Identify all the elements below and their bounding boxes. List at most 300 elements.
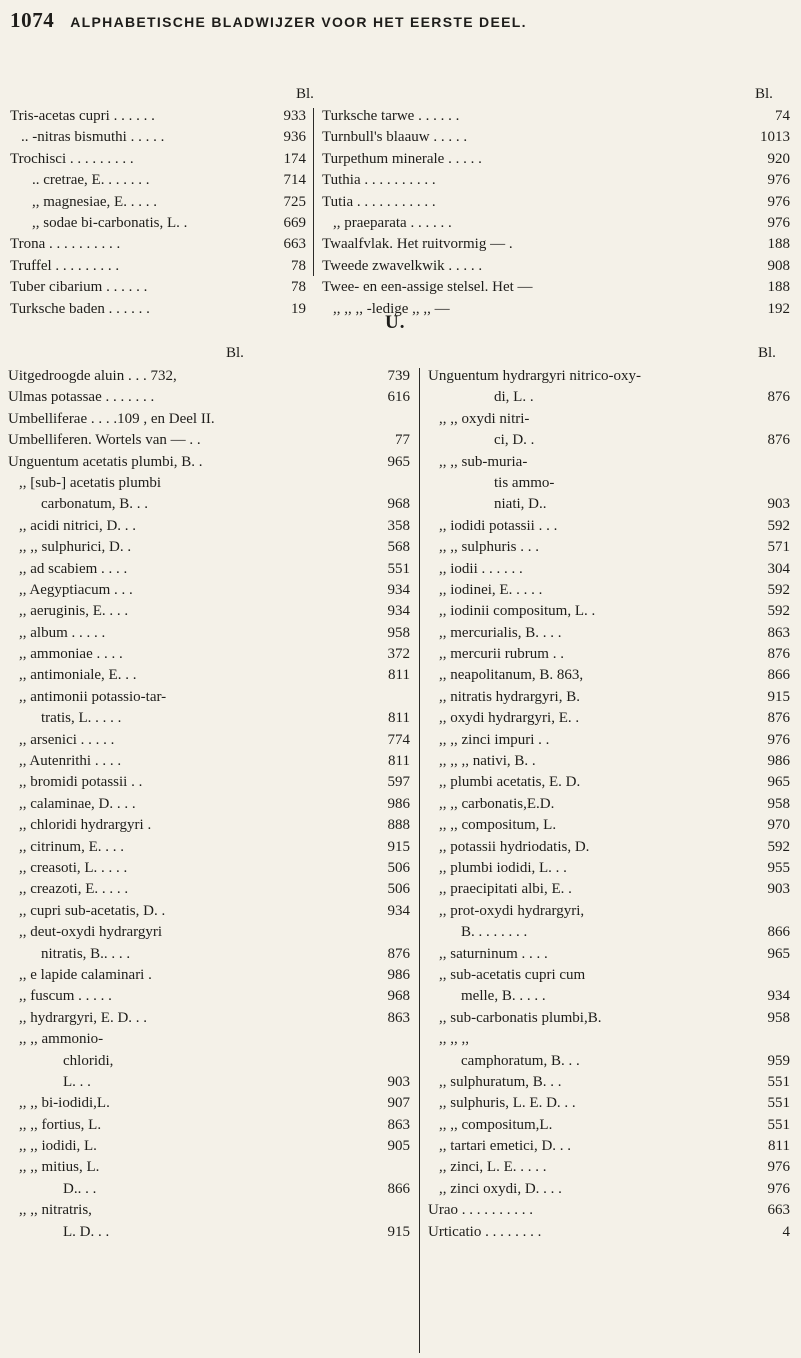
index-entry-text: Turpethum minerale . . . . . <box>322 150 482 167</box>
index-entry-page: 78 <box>291 279 306 296</box>
index-entry-page: 1013 <box>760 129 790 146</box>
index-entry-text: ,, ammoniae . . . . <box>19 646 123 663</box>
index-entry <box>428 430 790 451</box>
index-entry <box>428 559 790 580</box>
index-entry <box>8 901 410 922</box>
index-entry <box>428 473 790 494</box>
index-entry <box>428 708 790 729</box>
index-entry-text: ,, deut-oxydi hydrargyri <box>19 924 163 941</box>
index-entry-page: 866 <box>767 667 790 684</box>
index-entry-page: 876 <box>767 646 790 663</box>
index-entry-page: 905 <box>387 1138 410 1155</box>
index-entry <box>8 751 410 772</box>
index-entry-page: 986 <box>387 966 410 983</box>
index-entry-text: Tutia . . . . . . . . . . . <box>322 193 436 210</box>
index-entry-page: 933 <box>283 108 306 124</box>
index-entry <box>8 794 410 815</box>
index-entry-text: ,, ,, sulphurici, D. . <box>19 539 132 556</box>
index-entry-page: 908 <box>767 257 790 274</box>
index-entry-page: 915 <box>387 838 410 855</box>
index-entry <box>428 516 790 537</box>
index-entry-text: ,, ,, sub-muria- <box>439 453 528 470</box>
index-entry-text: Umbelliferen. Wortels van — . . <box>8 432 201 449</box>
index-entry <box>428 1115 790 1136</box>
index-entry-page: 592 <box>767 838 790 855</box>
index-entry-text: ,, aeruginis, E. . . . <box>19 603 129 620</box>
index-entry <box>10 127 306 148</box>
index-entry-page: 936 <box>283 129 306 146</box>
index-entry <box>8 1093 410 1114</box>
index-entry-text: ,, ,, zinci impuri . . <box>439 731 550 748</box>
index-entry-page: 965 <box>767 945 790 962</box>
index-entry-page: 592 <box>767 603 790 620</box>
index-entry-page: 616 <box>387 389 410 406</box>
index-entry <box>8 516 410 537</box>
index-entry <box>428 944 790 965</box>
index-entry <box>10 234 306 255</box>
index-entry <box>8 430 410 451</box>
index-entry-text: ,, calaminae, D. . . . <box>19 795 136 812</box>
index-entry-text: ,, ad scabiem . . . . <box>19 560 128 577</box>
index-entry-text: ,, mercurialis, B. . . . <box>439 624 562 641</box>
index-entry-page: 78 <box>291 257 306 274</box>
index-entry-text: ,, zinci oxydi, D. . . . <box>439 1180 562 1197</box>
index-entry-text: L. . . <box>63 1073 91 1090</box>
index-entry-text: niati, D.. <box>494 496 547 513</box>
index-entry-text: ,, ,, oxydi nitri- <box>439 410 530 427</box>
index-entry <box>8 494 410 515</box>
index-entry-text: B. . . . . . . . <box>461 924 528 941</box>
index-entry <box>428 452 790 473</box>
index-entry-text: ,, praecipitati albi, E. . <box>439 881 572 898</box>
index-entry <box>428 1179 790 1200</box>
index-entry-text: ,, sulphuris, L. E. D. . . <box>439 1095 576 1112</box>
index-entry <box>322 192 790 213</box>
index-entry-text: ,, sulphuratum, B. . . <box>439 1073 562 1090</box>
index-entry-page: 907 <box>387 1095 410 1112</box>
index-entry-page: 863 <box>767 624 790 641</box>
index-entry-text: ,, iodinei, E. . . . . <box>439 581 543 598</box>
index-entry-text: ,, praeparata . . . . . . <box>333 214 452 231</box>
index-entry <box>8 473 410 494</box>
index-entry <box>428 644 790 665</box>
index-entry <box>8 708 410 729</box>
index-entry-page: 903 <box>767 496 790 513</box>
index-entry-text: Turksche baden . . . . . . <box>10 300 150 317</box>
index-entry <box>428 1136 790 1157</box>
index-entry-page: 551 <box>387 560 410 577</box>
index-entry <box>8 644 410 665</box>
index-entry-text: ,, antimoniale, E. . . <box>19 667 137 684</box>
index-entry-text: carbonatum, B. . . <box>41 496 149 513</box>
index-entry-page: 934 <box>387 581 410 598</box>
bl-label-top-left: Bl. <box>296 86 314 102</box>
index-entry <box>428 965 790 986</box>
index-entry-page: 19 <box>291 300 306 317</box>
index-entry-page: 774 <box>387 731 410 748</box>
index-entry <box>428 1051 790 1072</box>
index-entry-text: ,, sodae bi-carbonatis, L. . <box>32 214 188 231</box>
index-entry-page: 811 <box>388 753 410 770</box>
index-entry-text: tis ammo- <box>494 474 555 491</box>
index-entry-page: 965 <box>387 453 410 470</box>
index-entry-text: nitratis, B.. . . . <box>41 945 131 962</box>
index-entry <box>10 277 306 298</box>
index-entry-page: 915 <box>387 1223 410 1240</box>
index-entry <box>8 879 410 900</box>
index-entry <box>8 922 410 943</box>
index-entry-page: 959 <box>767 1052 790 1069</box>
index-entry-text: ,, plumbi iodidi, L. . . <box>439 859 567 876</box>
index-entry <box>428 1093 790 1114</box>
index-entry-page: 592 <box>767 517 790 534</box>
index-entry-page: 976 <box>767 731 790 748</box>
index-entry-text: L. D. . . <box>63 1223 110 1240</box>
index-entry-text: ,, acidi nitrici, D. . . <box>19 517 137 534</box>
index-entry-text: ,, hydrargyri, E. D. . . <box>19 1009 148 1026</box>
index-entry-page: 968 <box>387 496 410 513</box>
index-entry-page: 188 <box>767 236 790 253</box>
index-entry-page: 304 <box>767 560 790 577</box>
page-header <box>10 8 790 33</box>
index-entry <box>8 537 410 558</box>
index-entry <box>10 192 306 213</box>
index-entry <box>428 1008 790 1029</box>
index-entry-text: ,, antimonii potassio-tar- <box>19 688 167 705</box>
index-entry <box>8 1179 410 1200</box>
index-entry-page: 958 <box>767 795 790 812</box>
index-entry-text: ,, iodii . . . . . . <box>439 560 523 577</box>
index-entry-text: Turksche tarwe . . . . . . <box>322 108 460 124</box>
index-entry-page: 976 <box>767 172 790 189</box>
index-entry-text: ,, fuscum . . . . . <box>19 988 112 1005</box>
index-entry-text: camphoratum, B. . . <box>461 1052 580 1069</box>
index-entry-page: 669 <box>283 214 306 231</box>
index-entry-text: tratis, L. . . . . <box>41 710 122 727</box>
index-entry <box>322 277 790 298</box>
index-entry <box>8 1136 410 1157</box>
index-entry <box>8 1222 410 1243</box>
index-entry-page: 876 <box>767 432 790 449</box>
index-entry-text: ,, prot-oxydi hydrargyri, <box>439 902 585 919</box>
bl-label-bottom-left: Bl. <box>226 345 244 361</box>
index-entry-page: 976 <box>767 214 790 231</box>
index-entry-page: 903 <box>767 881 790 898</box>
index-entry-page: 551 <box>767 1095 790 1112</box>
index-entry <box>8 815 410 836</box>
index-entry <box>428 665 790 686</box>
index-entry <box>428 1200 790 1221</box>
index-entry <box>428 601 790 622</box>
index-entry-text: ci, D. . <box>494 432 535 449</box>
index-entry-page: 592 <box>767 581 790 598</box>
index-entry-page: 663 <box>283 236 306 253</box>
index-entry-page: 811 <box>388 667 410 684</box>
index-entry-text: ,, creazoti, E. . . . . <box>19 881 129 898</box>
index-entry-text: ,, ,, ,, -ledige ,, ,, — <box>333 300 450 317</box>
index-entry <box>10 256 306 277</box>
index-entry-page: 958 <box>767 1009 790 1026</box>
index-entry <box>8 665 410 686</box>
index-entry-text: Urticatio . . . . . . . . <box>428 1223 542 1240</box>
index-entry-page: 934 <box>387 603 410 620</box>
index-entry-text: di, L. . <box>494 389 534 406</box>
index-entry <box>428 387 790 408</box>
index-entry <box>428 794 790 815</box>
index-column-bottom-left <box>8 366 410 1243</box>
index-entry <box>428 1072 790 1093</box>
index-entry-page: 970 <box>767 817 790 834</box>
index-entry-text: ,, creasoti, L. . . . . <box>19 859 128 876</box>
index-entry-text: ,, iodinii compositum, L. . <box>439 603 596 620</box>
index-entry-text: ,, magnesiae, E. . . . . <box>32 193 157 210</box>
index-entry-text: ,, nitratis hydrargyri, B. <box>439 688 580 705</box>
index-entry-text: Tweede zwavelkwik . . . . . <box>322 257 483 274</box>
bl-label-bottom-right: Bl. <box>758 345 776 361</box>
index-entry-text: ,, ,, compositum, L. <box>439 817 557 834</box>
index-entry <box>428 858 790 879</box>
index-entry <box>428 901 790 922</box>
index-entry-text: ,, sub-acetatis cupri cum <box>439 966 586 983</box>
index-entry-text: Unguentum hydrargyri nitrico-oxy- <box>428 368 642 384</box>
index-entry-page: 863 <box>387 1116 410 1133</box>
index-entry-page: 876 <box>387 945 410 962</box>
index-entry <box>10 213 306 234</box>
index-entry-text: ,, ,, mitius, L. <box>19 1159 100 1176</box>
index-entry-text: ,, oxydi hydrargyri, E. . <box>439 710 580 727</box>
index-entry <box>8 858 410 879</box>
index-entry <box>8 986 410 1007</box>
index-entry-text: Twee- en een-assige stelsel. Het — <box>322 279 533 296</box>
index-entry-page: 663 <box>767 1202 790 1219</box>
index-entry <box>322 149 790 170</box>
index-entry <box>10 106 306 127</box>
index-entry-text: ,, iodidi potassii . . . <box>439 517 558 534</box>
index-entry <box>322 106 790 127</box>
index-entry <box>428 879 790 900</box>
index-entry-page: 986 <box>767 753 790 770</box>
index-entry <box>8 623 410 644</box>
index-entry-page: 811 <box>768 1138 790 1155</box>
index-entry <box>428 986 790 1007</box>
index-entry <box>8 601 410 622</box>
index-entry-page: 958 <box>387 624 410 641</box>
index-entry-page: 725 <box>283 193 306 210</box>
index-entry-text: ,, citrinum, E. . . . <box>19 838 124 855</box>
index-entry-text: Urao . . . . . . . . . . <box>428 1202 533 1219</box>
index-entry <box>428 815 790 836</box>
index-entry <box>8 409 410 430</box>
index-entry-text: ,, Autenrithi . . . . <box>19 753 122 770</box>
index-entry-page: 811 <box>388 710 410 727</box>
index-entry-text: ,, e lapide calaminari . <box>19 966 152 983</box>
index-entry-page: 863 <box>387 1009 410 1026</box>
index-entry-text: Tuthia . . . . . . . . . . <box>322 172 436 189</box>
index-entry <box>322 234 790 255</box>
index-entry-text: Uitgedroogde aluin . . . 732, <box>8 368 177 384</box>
section-letter: U. <box>385 312 406 333</box>
index-entry-page: 739 <box>387 368 410 384</box>
index-entry-text: .. cretrae, E. . . . . . . <box>32 172 150 189</box>
index-entry-page: 976 <box>767 1180 790 1197</box>
index-entry <box>8 965 410 986</box>
index-entry-text: Turnbull's blaauw . . . . . <box>322 129 468 146</box>
index-entry-text: Umbelliferae . . . .109 , en Deel II. <box>8 410 215 427</box>
index-entry <box>428 580 790 601</box>
index-entry-text: ,, saturninum . . . . <box>439 945 548 962</box>
index-entry <box>428 730 790 751</box>
index-entry-page: 551 <box>767 1073 790 1090</box>
index-entry-text: Trona . . . . . . . . . . <box>10 236 121 253</box>
index-entry <box>8 1072 410 1093</box>
index-entry <box>8 1200 410 1221</box>
index-entry <box>10 149 306 170</box>
index-entry-page: 934 <box>767 988 790 1005</box>
index-entry-page: 714 <box>283 172 306 189</box>
index-entry <box>10 170 306 191</box>
index-entry <box>428 1157 790 1178</box>
index-entry-text: ,, potassii hydriodatis, D. <box>439 838 590 855</box>
index-entry <box>10 299 306 320</box>
index-entry <box>8 837 410 858</box>
index-entry-page: 192 <box>767 300 790 317</box>
index-entry-page: 965 <box>767 774 790 791</box>
index-entry-page: 955 <box>767 859 790 876</box>
index-entry <box>428 1222 790 1243</box>
index-column-top-left <box>10 106 306 320</box>
index-entry-text: ,, [sub-] acetatis plumbi <box>19 474 162 491</box>
index-entry-text: ,, ,, bi-iodidi,L. <box>19 1095 110 1112</box>
index-entry-page: 903 <box>387 1073 410 1090</box>
index-entry <box>428 922 790 943</box>
index-entry-text: ,, ,, ,, nativi, B. . <box>439 753 536 770</box>
index-entry <box>8 387 410 408</box>
index-entry-text: Twaalfvlak. Het ruitvormig — . <box>322 236 513 253</box>
index-entry <box>428 751 790 772</box>
index-entry <box>8 730 410 751</box>
page-number: 1074 <box>10 8 55 32</box>
index-entry <box>8 1008 410 1029</box>
index-entry-text: ,, ,, sulphuris . . . <box>439 539 540 556</box>
index-entry-page: 866 <box>767 924 790 941</box>
index-entry-page: 920 <box>767 150 790 167</box>
index-entry-text: ,, chloridi hydrargyri . <box>19 817 152 834</box>
top-column-divider <box>313 108 314 276</box>
index-entry <box>322 170 790 191</box>
index-entry <box>428 409 790 430</box>
index-entry-text: ,, sub-carbonatis plumbi,B. <box>439 1009 602 1026</box>
index-entry-text: Ulmas potassae . . . . . . . <box>8 389 155 406</box>
index-entry-page: 372 <box>387 646 410 663</box>
index-entry <box>322 127 790 148</box>
index-entry-page: 568 <box>387 539 410 556</box>
index-entry <box>8 559 410 580</box>
index-entry-text: D.. . . <box>63 1180 97 1197</box>
index-entry-text: melle, B. . . . . <box>461 988 546 1005</box>
index-entry-text: ,, album . . . . . <box>19 624 106 641</box>
index-entry <box>428 772 790 793</box>
index-entry-page: 174 <box>283 150 306 167</box>
index-entry-page: 597 <box>387 774 410 791</box>
bl-label-top-right: Bl. <box>755 86 773 102</box>
index-column-bottom-right <box>428 366 790 1243</box>
index-entry-text: ,, Aegyptiacum . . . <box>19 581 133 598</box>
index-entry <box>322 256 790 277</box>
index-entry-page: 968 <box>387 988 410 1005</box>
index-entry-text: ,, cupri sub-acetatis, D. . <box>19 902 166 919</box>
index-entry-text: ,, ,, iodidi, L. <box>19 1138 97 1155</box>
index-entry-page: 976 <box>767 193 790 210</box>
index-entry-text: ,, bromidi potassii . . <box>19 774 143 791</box>
index-entry-page: 77 <box>395 432 410 449</box>
index-entry-text: ,, neapolitanum, B. 863, <box>439 667 584 684</box>
index-entry-page: 876 <box>767 389 790 406</box>
index-entry <box>428 366 790 387</box>
index-entry-text: ,, ,, ,, <box>439 1031 469 1048</box>
index-entry-page: 358 <box>387 517 410 534</box>
index-column-top-right <box>322 106 790 320</box>
index-entry-page: 976 <box>767 1159 790 1176</box>
index-entry-page: 888 <box>387 817 410 834</box>
index-entry <box>8 366 410 387</box>
index-entry-page: 74 <box>775 108 790 124</box>
index-entry-text: Unguentum acetatis plumbi, B. . <box>8 453 203 470</box>
index-entry-text: Tuber cibarium . . . . . . <box>10 279 148 296</box>
index-entry-page: 986 <box>387 795 410 812</box>
index-entry <box>428 623 790 644</box>
index-entry <box>8 1115 410 1136</box>
index-entry-page: 571 <box>767 539 790 556</box>
index-entry-text: ,, ,, carbonatis,E.D. <box>439 795 555 812</box>
index-entry <box>8 944 410 965</box>
index-entry-text: ,, ,, compositum,L. <box>439 1116 553 1133</box>
index-entry <box>8 1157 410 1178</box>
index-entry-text: ,, zinci, L. E. . . . . <box>439 1159 547 1176</box>
index-entry-text: ,, tartari emetici, D. . . <box>439 1138 572 1155</box>
index-entry-page: 506 <box>387 881 410 898</box>
index-entry-page: 4 <box>782 1223 790 1240</box>
index-entry <box>8 1051 410 1072</box>
index-entry-text: Truffel . . . . . . . . . <box>10 257 120 274</box>
index-entry-page: 506 <box>387 859 410 876</box>
index-entry-text: ,, ,, ammonio- <box>19 1031 104 1048</box>
bottom-column-divider <box>419 368 420 1353</box>
index-entry <box>428 1029 790 1050</box>
index-entry-text: ,, ,, fortius, L. <box>19 1116 102 1133</box>
index-entry <box>8 687 410 708</box>
index-entry-text: ,, arsenici . . . . . <box>19 731 115 748</box>
index-entry <box>322 213 790 234</box>
index-entry-page: 551 <box>767 1116 790 1133</box>
index-entry-text: ,, plumbi acetatis, E. D. <box>439 774 581 791</box>
index-entry-page: 915 <box>767 688 790 705</box>
index-entry-text: chloridi, <box>63 1052 114 1069</box>
index-entry-text: .. -nitras bismuthi . . . . . <box>21 129 165 146</box>
index-entry <box>8 580 410 601</box>
index-entry <box>8 772 410 793</box>
index-entry-text: Trochisci . . . . . . . . . <box>10 150 134 167</box>
index-entry <box>428 494 790 515</box>
index-entry-text: ,, mercurii rubrum . . <box>439 646 564 663</box>
index-entry <box>428 537 790 558</box>
index-entry-page: 188 <box>767 279 790 296</box>
page-title: ALPHABETISCHE BLADWIJZER VOOR HET EERSTE DEEL. <box>70 14 527 30</box>
index-entry-text: Tris-acetas cupri . . . . . . <box>10 108 155 124</box>
index-entry <box>8 452 410 473</box>
index-entry <box>8 1029 410 1050</box>
index-entry <box>428 687 790 708</box>
index-entry <box>428 837 790 858</box>
